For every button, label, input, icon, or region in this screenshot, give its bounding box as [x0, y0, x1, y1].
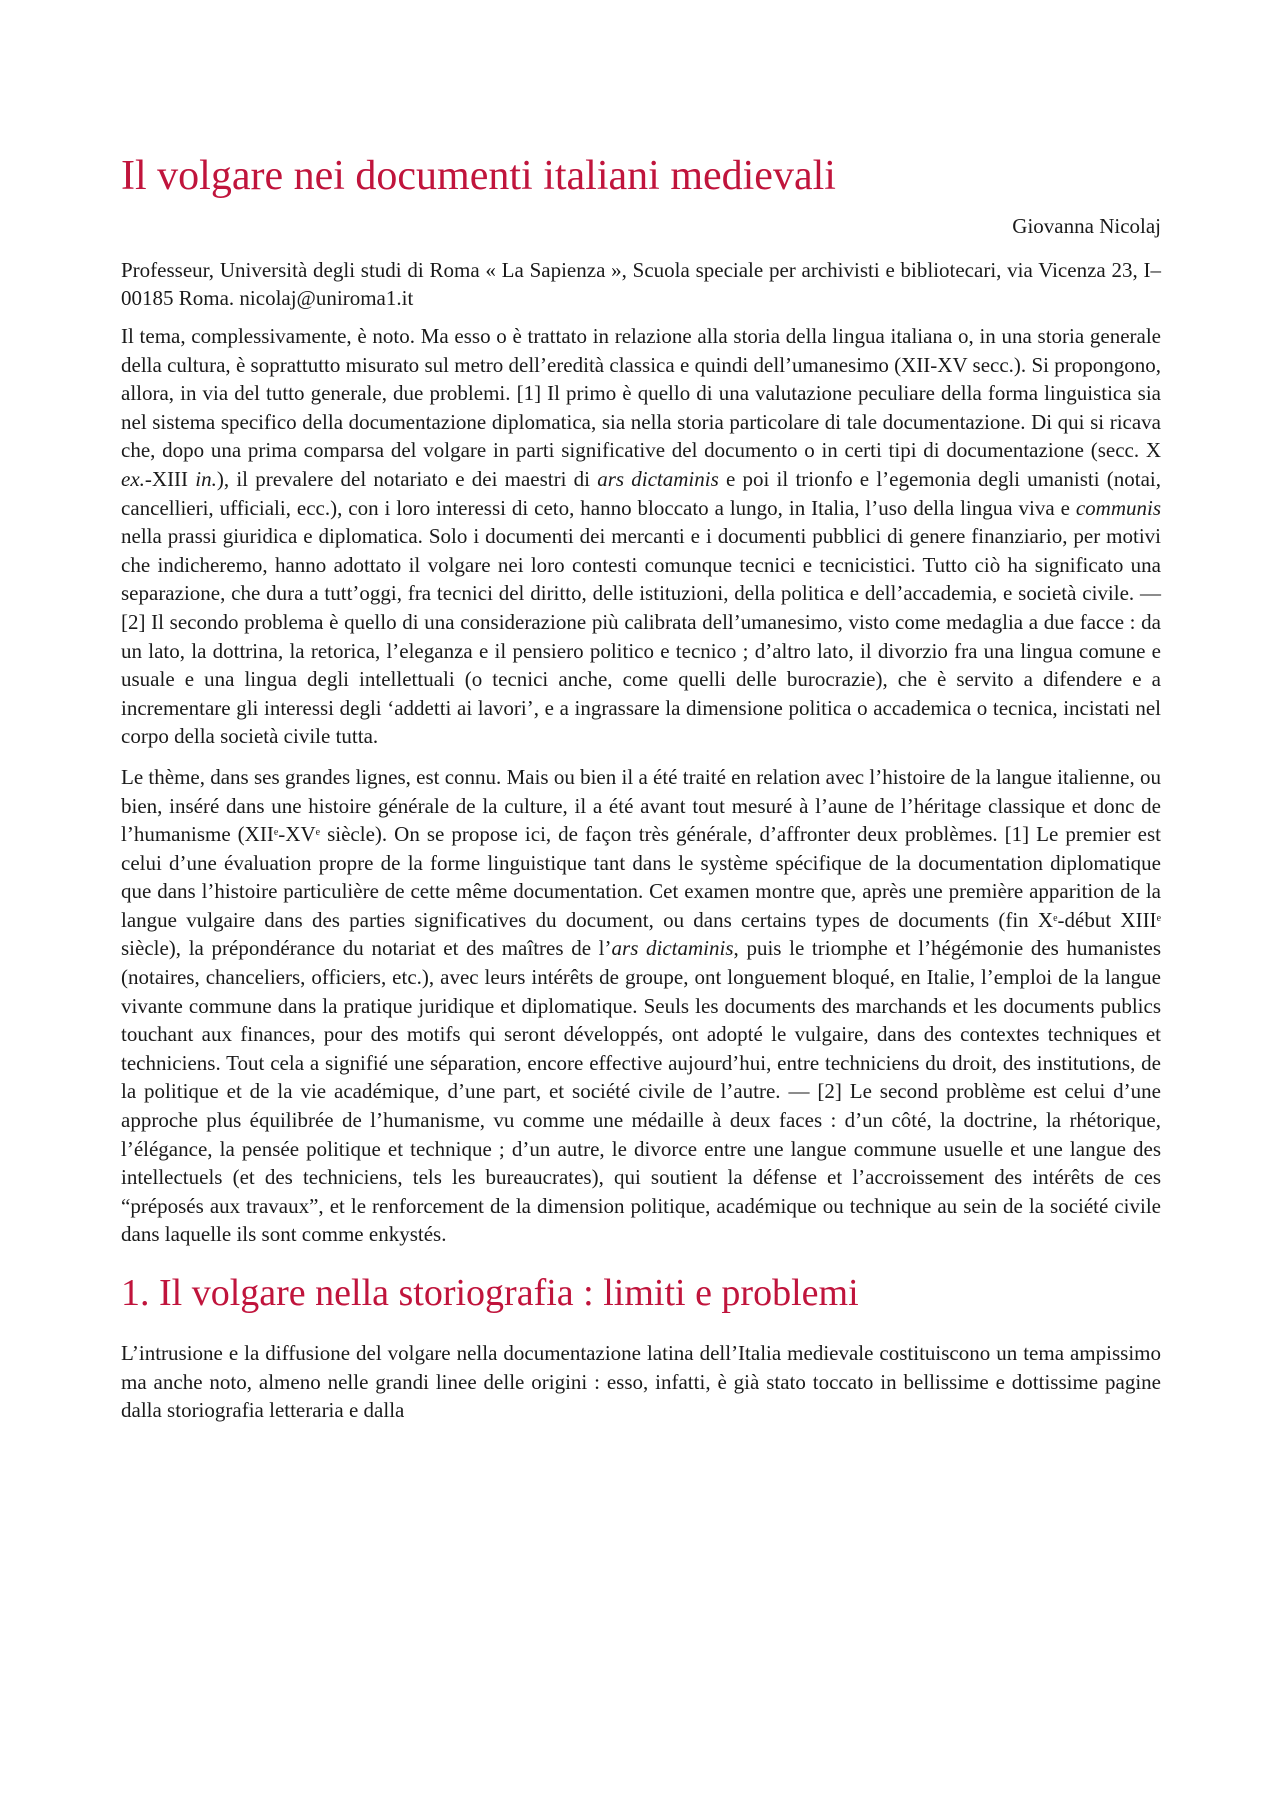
abstract-french: Le thème, dans ses grandes lignes, est connu. Mais ou bien il a été traité en relation avec l’histoire de la langue italienne, ou bien, inséré dans une histoire générale de la culture, il a été avant tout mesuré à l’aune de l’héritage classique et donc de l’humanisme (XIIe-XVe siècle). On se propose ici, de façon très générale, d’affronter deux problèmes. [1] Le premier est celui d’une évaluation propre de la forme linguistique tant dans le système spécifique de la documentation diplomatique que dans l’histoire particulière de cette même documentation. Cet examen montre que, après une première apparition de la langue vulgaire dans des parties significatives du document, ou dans certains types de documents (fin Xe-début XIIIe siècle), la prépondérance du notariat et des maîtres de l’ars dictaminis, puis le triomphe et l’hégémonie des humanistes (notaires, chanceliers, officiers, etc.), avec leurs intérêts de groupe, ont longuement bloqué, en Italie, l’emploi de la langue vivante commune dans la pratique juridique et diplomatique. Seuls les documents des marchands et les documents publics touchant aux finances, pour des motifs qui seront développés, ont adopté le vulgaire, dans des contextes techniques et techniciens. Tout cela a signifié une séparation, encore effective aujourd’hui, entre techniciens du droit, des institutions, de la politique et de la vie académique, d’une part, et société civile de l’autre. — [2] Le second problème est celui d’une approche plus équilibrée de l’humanisme, vu comme une médaille à deux faces : d’un côté, la doctrine, la rhétorique, l’élégance, la pensée politique et technique ; d’un autre, le divorce entre une langue commune usuelle et une langue des intellectuels (et des techniciens, tels les bureaucrates), qui soutient la défense et l’accroissement des intérêts de ces “préposés aux travaux”, et le renforcement de la dimension politique, académique ou technique au sein de la société civile dans laquelle ils sont comme enkystés. [121, 764, 1162, 1247]
author-name: Giovanna Nicolaj [1012, 214, 1161, 238]
document-title: Il volgare nei documenti italiani medievali [121, 153, 836, 199]
section-body-text: L’intrusione e la diffusione del volgare nella documentazione latina dell’Italia medievale costituiscono un tema ampissimo ma anche noto, almeno nelle grandi linee delle origini : esso, infatti, è già stato toccato in bellissime e dottissime pagine dalla storiografia letteraria e dalla [121, 1341, 1161, 1423]
abstract-italian: Il tema, complessivamente, è noto. Ma esso o è trattato in relazione alla storia della lingua italiana o, in una storia generale della cultura, è soprattutto misurato sul metro dell’eredità classica e quindi dell’umanesimo (XII-XV secc.). Si propongono, allora, in via del tutto generale, due problemi. [1] Il primo è quello di una valutazione peculiare della forma linguistica sia nel sistema specifico della documentazione diplomatica, sia nella storia particolare di tale documentazione. Di qui si ricava che, dopo una prima comparsa del volgare in parti significative del documento o in certi tipi di documentazione (secc. X ex.-XIII in.), il prevalere del notariato e dei maestri di ars dictaminis e poi il trionfo e l’egemonia degli umanisti (notai, cancellieri, ufficiali, ecc.), con i loro interessi di ceto, hanno bloccato a lungo, in Italia, l’uso della lingua viva e communis nella prassi giuridica e diplomatica. Solo i documenti dei mercanti e i documenti pubblici di genere finanziario, per motivi che indicheremo, hanno adottato il volgare nei loro contesti comunque tecnici e tecnicistici. Tutto ciò ha significato una separazione, che dura a tutt’oggi, fra tecnici del diritto, delle istituzioni, della politica e dell’accademia, e società civile. — [2] Il secondo problema è quello di una considerazione più calibrata dell’umanesimo, visto come medaglia a due facce : da un lato, la dottrina, la retorica, l’eleganza e il pensiero politico e tecnico ; d’altro lato, il divorzio fra una lingua comune e usuale e una lingua degli intellettuali (o tecnici anche, come quelli delle burocrazie), che è servito a difendere e a incrementare gli interessi degli ‘addetti ai lavori’, e a ingrassare la dimensione politica o accademica o tecnica, incistati nel corpo della società civile tutta. [121, 324, 1161, 749]
section-heading: 1. Il volgare nella storiografia : limiti e problemi [121, 1272, 859, 1314]
document-page [121, 150, 1161, 1425]
author-affiliation: Professeur, Università degli studi di Roma « La Sapienza », Scuola speciale per archivisti e bibliotecari, via Vicenza 23, I–00185 Roma. nicolaj@uniroma1.it [121, 258, 1161, 310]
